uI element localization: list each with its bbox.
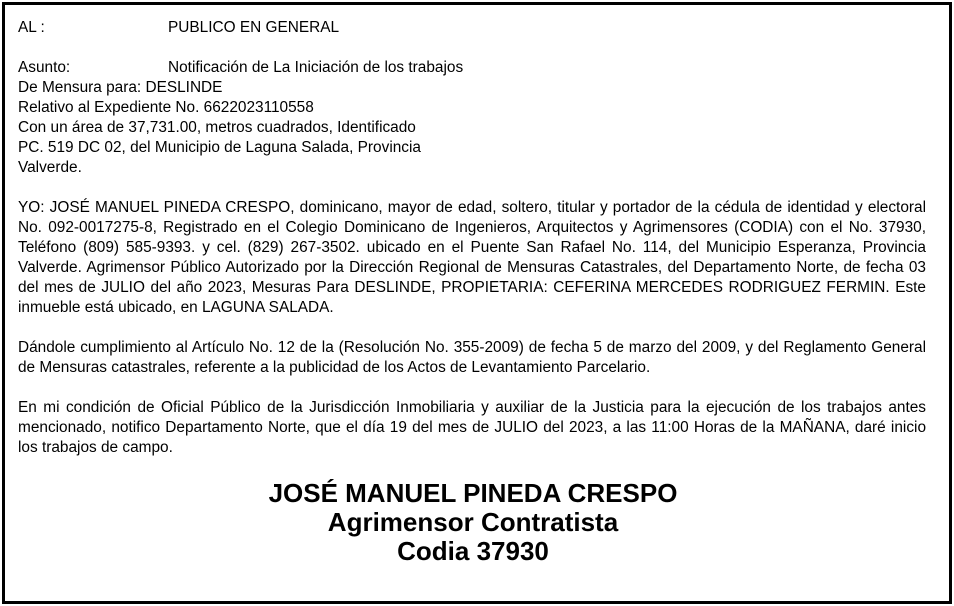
- subject-line-parcela: PC. 519 DC 02, del Municipio de Laguna Salada, Provincia: [18, 139, 421, 156]
- notification-paragraph: En mi condición de Oficial Público de la Jurisdicción Inmobiliaria y auxiliar de la Justicia para la ejecución de los trabajos antes mencionado, notifico Departamento Norte, que el día 19 del mes de JULIO del 2023, a las 11:00 Horas de la MAÑANA, daré inicio los trabajos de campo.: [18, 399, 926, 456]
- notice-body: [18, 18, 926, 458]
- subject-line-expediente: Relativo al Expediente No. 6622023110558: [18, 99, 314, 116]
- signature-block: [0, 479, 946, 566]
- addressee-label: AL :: [18, 19, 45, 36]
- legal-basis-paragraph: Dándole cumplimiento al Artículo No. 12 de la (Resolución No. 355-2009) de fecha 5 de marzo del 2009, y del Reglamento General de Mensuras catastrales, referente a la publicidad de los Actos de Levantamiento Parcelario.: [18, 339, 926, 376]
- subject-label: Asunto:: [18, 59, 71, 76]
- surveyor-declaration-paragraph: YO: JOSÉ MANUEL PINEDA CRESPO, dominicano, mayor de edad, soltero, titular y portador de la cédula de identidad y electoral No. 092-0017275-8, Registrado en el Colegio Dominicano de Ingenieros, Arquitectos y Agrimensores (CODIA) con el No. 37930, Teléfono (809) 585-9393. y cel. (829) 267-3502. ubicado en el Puente San Rafael No. 114, del Municipio Esperanza, Provincia Valverde. Agrimensor Público Autorizado por la Dirección Regional de Mensuras Catastrales, del Departamento Norte, de fecha 03 del mes de JULIO del año 2023, Mesuras Para DESLINDE, PROPIETARIA: CEFERINA MERCEDES RODRIGUEZ FERMIN. Este inmueble está ubicado, en LAGUNA SALADA.: [18, 199, 926, 316]
- signatory-name: JOSÉ MANUEL PINEDA CRESPO: [268, 478, 678, 508]
- subject-value: Notificación de La Iniciación de los trabajos: [168, 59, 464, 76]
- subject-line-provincia: Valverde.: [18, 159, 82, 176]
- addressee-value: PUBLICO EN GENERAL: [168, 19, 340, 36]
- addressee-row: [18, 18, 926, 38]
- signatory-title: Agrimensor Contratista: [327, 507, 619, 537]
- signatory-codia: Codia 37930: [397, 536, 549, 566]
- subject-line-area: Con un área de 37,731.00, metros cuadrados, Identificado: [18, 119, 416, 136]
- subject-row: [18, 58, 926, 78]
- subject-line-mensura: De Mensura para: DESLINDE: [18, 79, 223, 96]
